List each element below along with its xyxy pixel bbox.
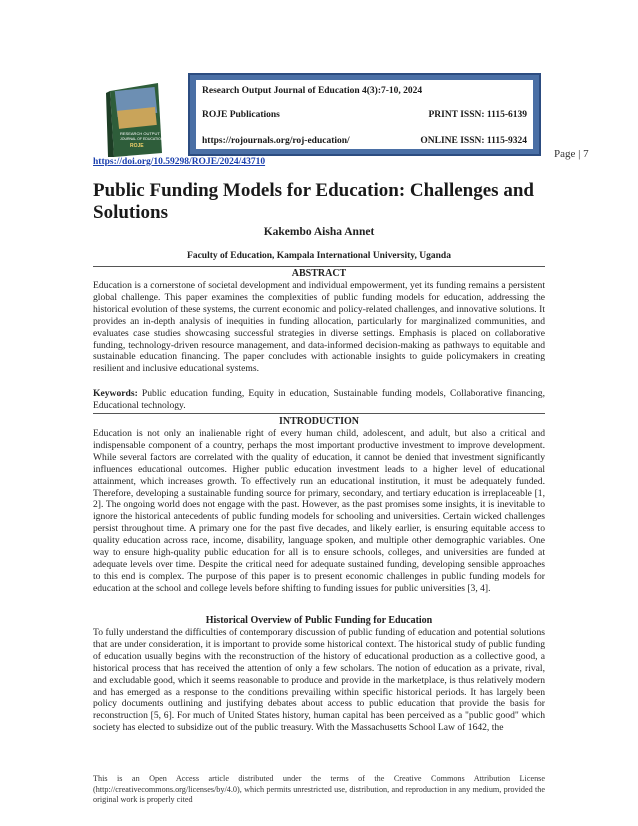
- historical-heading: Historical Overview of Public Funding for Education: [205, 615, 433, 626]
- keywords: [93, 388, 545, 412]
- abstract-top-rule: [93, 266, 545, 267]
- print-issn: PRINT ISSN: 1115-6139: [428, 110, 527, 120]
- introduction-heading: INTRODUCTION: [278, 416, 359, 427]
- publisher-row: [202, 110, 527, 120]
- keywords-text: Public education funding, Equity in education, Sustainable funding models, Collaborative financing, Educational technology.: [93, 388, 545, 411]
- url-row: [202, 136, 527, 146]
- author-name: Kakembo Aisha Annet: [263, 226, 375, 238]
- cover-text-2: JOURNAL OF EDUCATION: [120, 137, 164, 141]
- abstract-heading: ABSTRACT: [291, 268, 347, 279]
- online-issn: ONLINE ISSN: 1115-9324: [420, 136, 527, 146]
- journal-citation: Research Output Journal of Education 4(3):7-10, 2024: [202, 86, 423, 96]
- abstract-text: Education is a cornerstone of societal development and individual empowerment, yet its funding remains a persistent global challenge. This paper examines the complexities of public funding models for education, addressing the historical evolution of these systems, the current economic and policy-related challenges, and innovative solutions. It provides an in-depth analysis of inequities in funding allocation, particularly for marginalized communities, and evaluates case studies showcasing successful strategies in diverse settings. Emphasis is placed on collaborative funding, technology-driven resource management, and data-informed decision-making as pathways to equitable and sustainable education financing. The paper concludes with actionable insights to guide policymakers in creating resilient and inclusive educational systems.: [93, 280, 545, 375]
- page-number: Page | 7: [554, 148, 589, 160]
- journal-header-box: [188, 73, 541, 156]
- paper-title: Public Funding Models for Education: Challenges and Solutions: [93, 180, 534, 223]
- journal-cover-image: [96, 79, 172, 159]
- keywords-label: Keywords:: [93, 388, 138, 399]
- cover-text-1: RESEARCH OUTPUT: [120, 131, 160, 136]
- abstract-bottom-rule: [93, 413, 545, 414]
- journal-url[interactable]: https://rojournals.org/roj-education/: [202, 136, 350, 146]
- historical-text: To fully understand the difficulties of contemporary discussion of public funding of education and potential solutions that are under consideration, it is important to provide some historical context. The historical study of public funding of education usually begins with the reconstruction of the history of educational production as a collective good, a historical process that has received the attention of only a few scholars. The notion of education as a private, rival, and excludable good, which it seems reasonable to produce and provide in the marketplace, is thus relatively modern and has emerged as a response to the conditions prevailing within specific historical periods. It has largely been policy documents outlining and justifying debates about access to public education that provide the basis for reconstruction [5, 6]. For much of United States history, human capital has been perceived as a "public good" which society has elected to subsidize out of the public treasury. With the Massachusetts School Law of 1642, the: [93, 627, 545, 734]
- publisher-name: ROJE Publications: [202, 110, 280, 120]
- license-footer: This is an Open Access article distributed under the terms of the Creative Commons Attribution License (http://creativecommons.org/licenses/by/4.0), which permits unrestricted use, distribution, and reproduction in any medium, provided the original work is properly cited: [93, 774, 545, 805]
- journal-header-inner: [196, 80, 533, 149]
- doi-link[interactable]: https://doi.org/10.59298/ROJE/2024/43710: [93, 157, 266, 167]
- introduction-text: Education is not only an inalienable right of every human child, adolescent, and adult, but also a critical and indispensable component of a country, perhaps the most important productive investment to improve development. While several factors are correlated with the quality of education, it cannot be denied that investment significantly influences educational outcomes. Higher public education investment leads to a higher level of educational attainment, which increases growth. To effectively run an educational institution, it must be adequately funded. Therefore, developing a sustainable funding source for primary, secondary, and tertiary education is irreplaceable [1, 2]. The ongoing world does not engage with the past. However, as the past promises some insights, it is inevitable to ignore the historical antecedents of public funding models for schooling and universities. Certain wicked challenges persist throughout time. A primary one for the past five decades, and likely earlier, is ensuring equitable access to quality education across race, income, disability, language spoken, and multiple other demographic variables. One way to ensure high-quality public education for all is to ensure schools, colleges, and universities are funded at adequate levels over time. Despite the critical need for adequate sustained funding, developing sensible approaches to this end is complex. The purpose of this paper is to present economic challenges in public funding models for education at the school and college levels before shifting to funding issues for public universities [3, 4].: [93, 428, 545, 594]
- author-affiliation: Faculty of Education, Kampala International University, Uganda: [187, 251, 451, 261]
- cover-text-3: ROJE: [130, 143, 144, 149]
